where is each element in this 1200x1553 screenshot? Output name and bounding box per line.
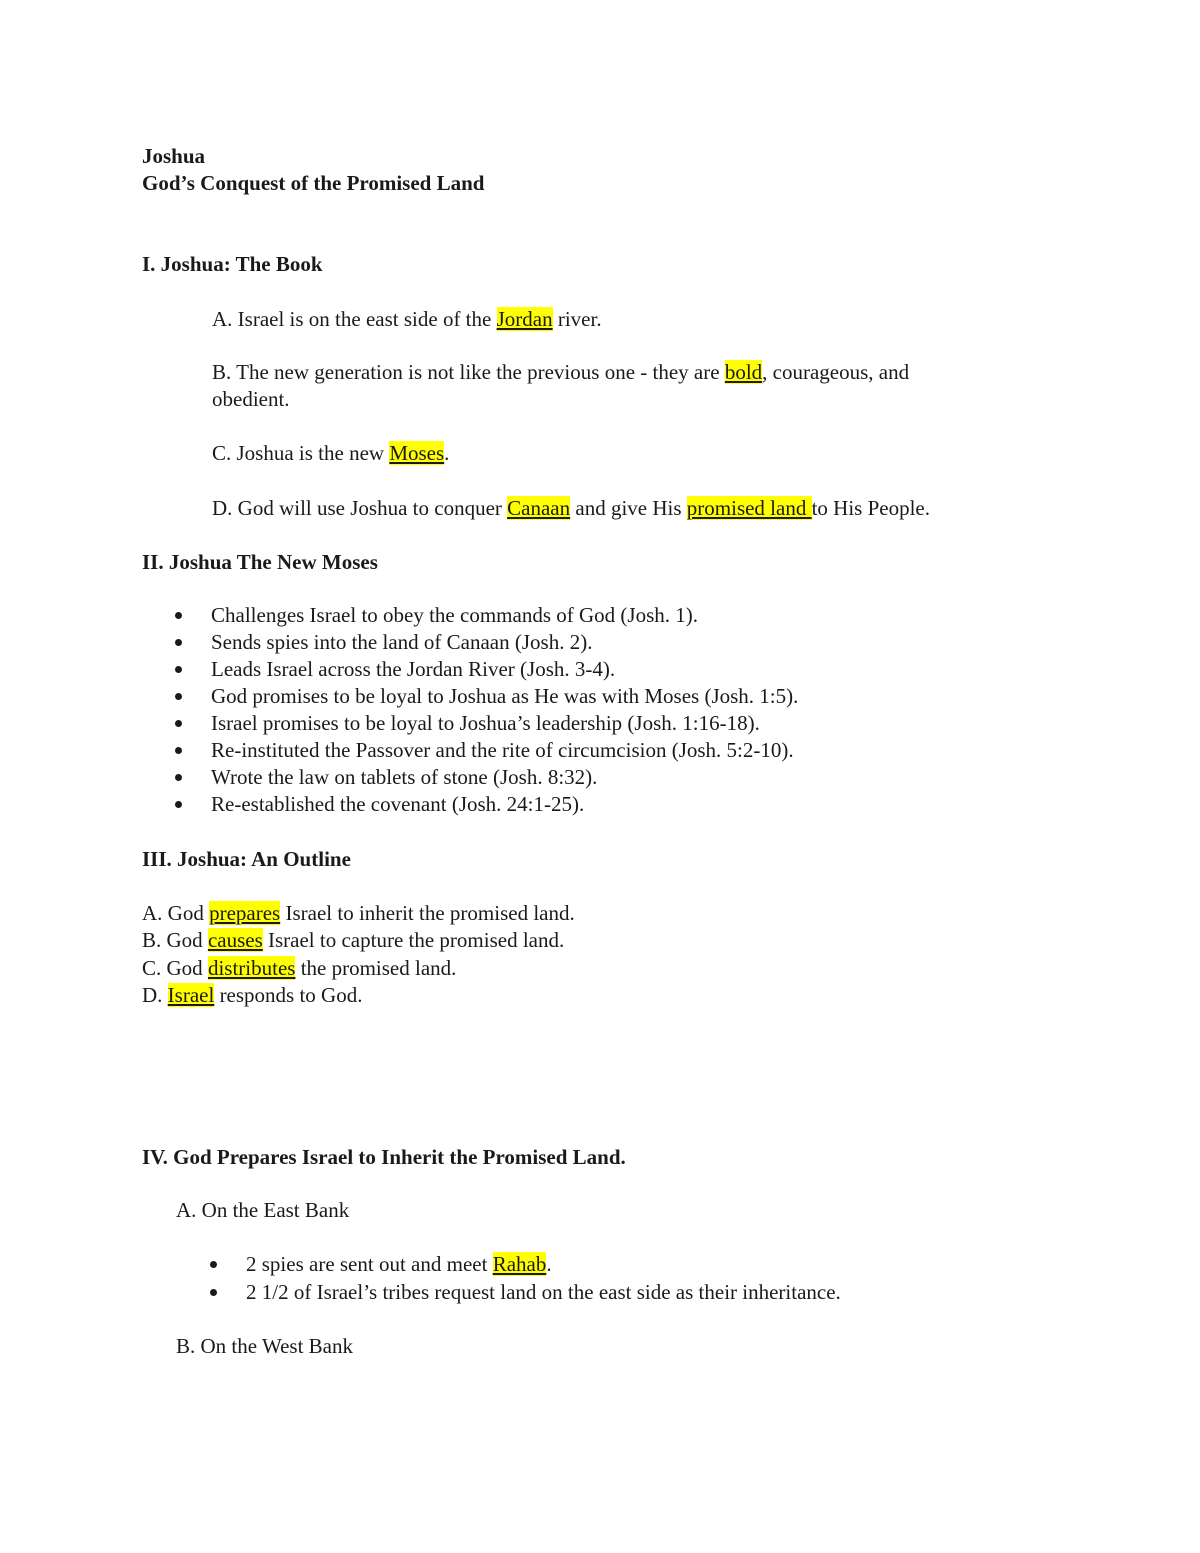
section-4-heading: IV. God Prepares Israel to Inherit the Promised Land.: [142, 1145, 626, 1169]
highlight-distributes: distributes: [207, 956, 296, 980]
bullet-icon: [175, 747, 182, 754]
highlight-israel: Israel: [167, 983, 215, 1007]
section-1-item-a: A. Israel is on the east side of the Jordan river.: [212, 307, 602, 331]
section-4-item-rahab: 2 spies are sent out and meet Rahab.: [246, 1252, 552, 1276]
section-4-sub-a: A. On the East Bank: [176, 1198, 350, 1222]
highlight-bold: bold: [724, 360, 763, 384]
bullet-icon: [175, 801, 182, 808]
bullet-icon: [175, 720, 182, 727]
list-item: Israel promises to be loyal to Joshua’s leadership (Josh. 1:16-18).: [211, 711, 760, 735]
document-title: Joshua: [142, 144, 206, 168]
section-3-item-d: D. Israel responds to God.: [142, 983, 363, 1007]
highlight-promised-land: promised land: [686, 496, 812, 520]
section-1-heading: I. Joshua: The Book: [142, 252, 323, 276]
section-1-item-b: B. The new generation is not like the previous one - they are bold, courageous, and: [212, 360, 910, 384]
highlight-jordan: Jordan: [496, 307, 553, 331]
highlight-rahab: Rahab: [492, 1252, 547, 1276]
section-3-heading: III. Joshua: An Outline: [142, 847, 351, 871]
section-3-item-c: C. God distributes the promised land.: [142, 956, 457, 980]
list-item: Wrote the law on tablets of stone (Josh. 8:32).: [211, 765, 598, 789]
list-item: Re-instituted the Passover and the rite of circumcision (Josh. 5:2-10).: [211, 738, 794, 762]
highlight-moses: Moses: [389, 441, 445, 465]
section-1-item-c: C. Joshua is the new Moses.: [212, 441, 450, 465]
list-item: God promises to be loyal to Joshua as He was with Moses (Josh. 1:5).: [211, 684, 799, 708]
bullet-icon: [175, 612, 182, 619]
bullet-icon: [175, 639, 182, 646]
list-item: Sends spies into the land of Canaan (Josh. 2).: [211, 630, 593, 654]
section-3-item-a: A. God prepares Israel to inherit the promised land.: [142, 901, 575, 925]
section-3-item-b: B. God causes Israel to capture the promised land.: [142, 928, 565, 952]
bullet-icon: [210, 1261, 217, 1268]
section-2-heading: II. Joshua The New Moses: [142, 550, 378, 574]
bullet-icon: [175, 774, 182, 781]
list-item: Re-established the covenant (Josh. 24:1-25).: [211, 792, 585, 816]
section-1-item-b-continued: obedient.: [212, 387, 290, 411]
bullet-icon: [210, 1289, 217, 1296]
section-4-item-tribes: 2 1/2 of Israel’s tribes request land on the east side as their inheritance.: [246, 1280, 841, 1304]
document-subtitle: God’s Conquest of the Promised Land: [142, 171, 485, 195]
highlight-canaan: Canaan: [507, 496, 571, 520]
bullet-icon: [175, 666, 182, 673]
highlight-causes: causes: [207, 928, 263, 952]
section-4-sub-b: B. On the West Bank: [176, 1334, 353, 1358]
bullet-icon: [175, 693, 182, 700]
highlight-prepares: prepares: [209, 901, 281, 925]
list-item: Leads Israel across the Jordan River (Josh. 3-4).: [211, 657, 616, 681]
list-item: Challenges Israel to obey the commands of God (Josh. 1).: [211, 603, 698, 627]
section-1-item-d: D. God will use Joshua to conquer Canaan and give His promised land to His People.: [212, 496, 931, 520]
